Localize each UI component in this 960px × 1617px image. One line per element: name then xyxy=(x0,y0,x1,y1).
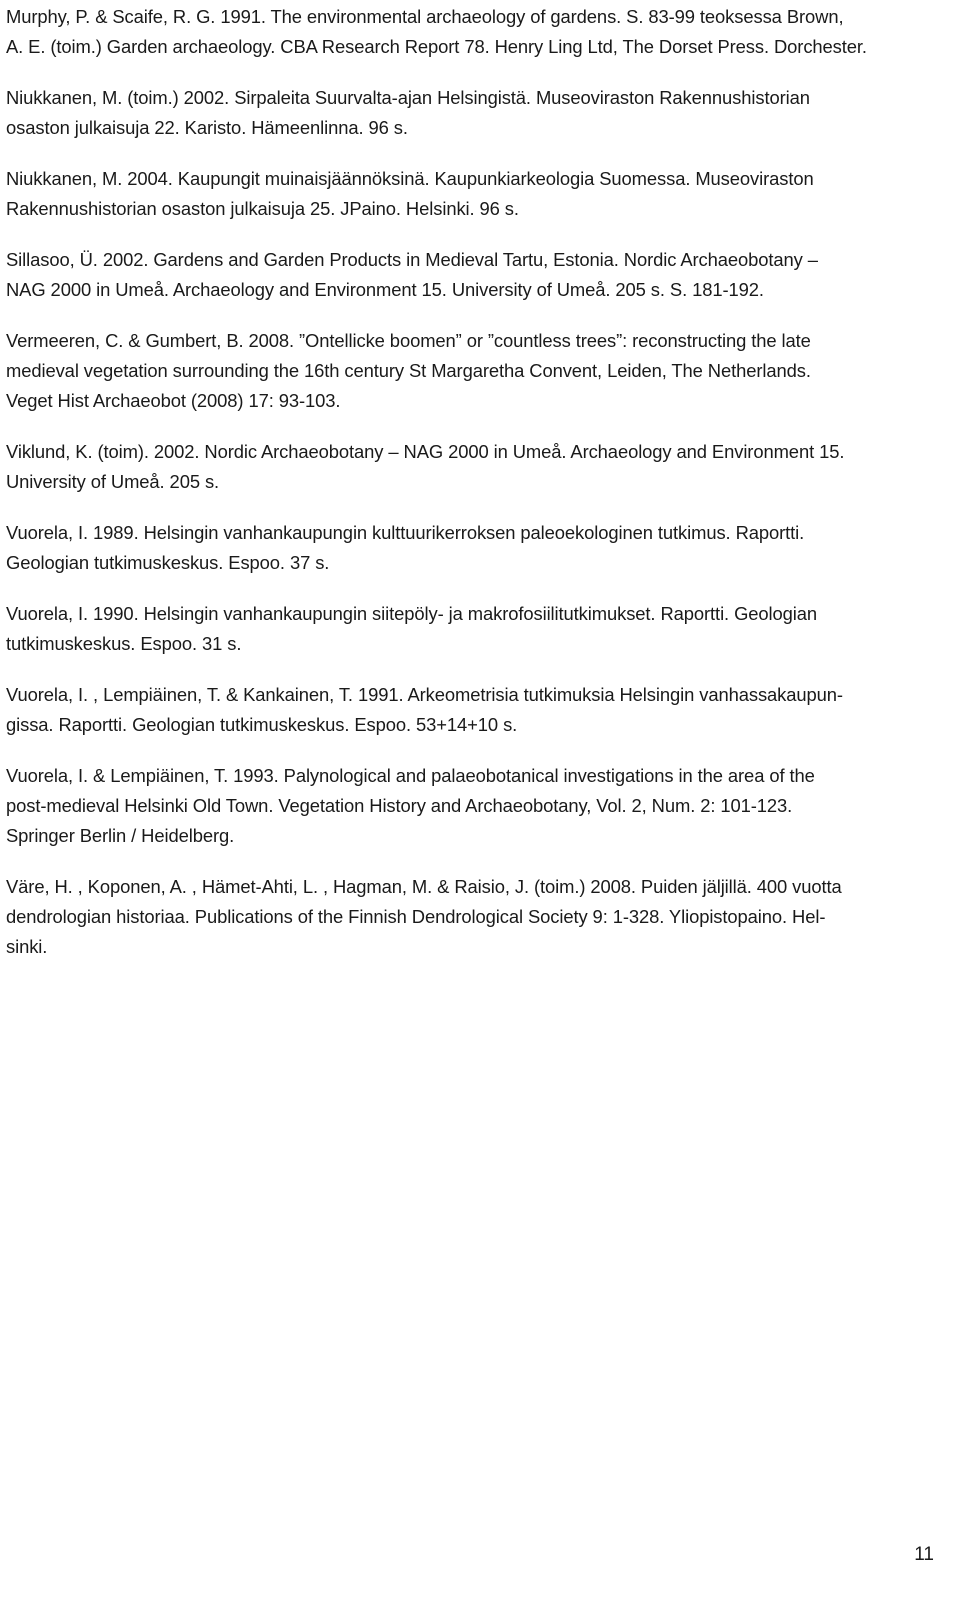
reference-text xyxy=(6,326,921,416)
reference-line: Vuorela, I. 1989. Helsingin vanhankaupungin kulttuurikerroksen paleoekologinen tutkimus. Raportti. xyxy=(6,522,805,543)
reference-list xyxy=(6,0,921,983)
reference-text xyxy=(6,680,921,740)
reference-entry xyxy=(6,437,921,497)
reference-line: Sillasoo, Ü. 2002. Gardens and Garden Products in Medieval Tartu, Estonia. Nordic Archaeobotany – xyxy=(6,249,818,270)
reference-entry xyxy=(6,326,921,416)
reference-line: Vuorela, I. & Lempiäinen, T. 1993. Palynological and palaeobotanical investigations in the area of the xyxy=(6,765,815,786)
reference-entry xyxy=(6,164,921,224)
reference-entry xyxy=(6,245,921,305)
reference-line: Rakennushistorian osaston julkaisuja 25. JPaino. Helsinki. 96 s. xyxy=(6,198,519,219)
reference-entry xyxy=(6,518,921,578)
reference-line: A. E. (toim.) Garden archaeology. CBA Research Report 78. Henry Ling Ltd, The Dorset Press. Dorchester. xyxy=(6,36,867,57)
reference-line: Viklund, K. (toim). 2002. Nordic Archaeobotany – NAG 2000 in Umeå. Archaeology and Environment 15. xyxy=(6,441,845,462)
reference-line: Murphy, P. & Scaife, R. G. 1991. The environmental archaeology of gardens. S. 83-99 teoksessa Brown, xyxy=(6,6,844,27)
reference-line: post-medieval Helsinki Old Town. Vegetation History and Archaeobotany, Vol. 2, Num. 2: 101-123. xyxy=(6,795,793,816)
reference-entry xyxy=(6,83,921,143)
reference-entry xyxy=(6,872,921,962)
reference-text xyxy=(6,83,921,143)
reference-line: University of Umeå. 205 s. xyxy=(6,471,220,492)
reference-text xyxy=(6,245,921,305)
reference-text xyxy=(6,518,921,578)
reference-line: NAG 2000 in Umeå. Archaeology and Environment 15. University of Umeå. 205 s. S. 181-192. xyxy=(6,279,764,300)
reference-line: Veget Hist Archaeobot (2008) 17: 93-103. xyxy=(6,390,341,411)
reference-line: Geologian tutkimuskeskus. Espoo. 37 s. xyxy=(6,552,330,573)
reference-line: tutkimuskeskus. Espoo. 31 s. xyxy=(6,633,242,654)
reference-line: medieval vegetation surrounding the 16th century St Margaretha Convent, Leiden, The Netherlands. xyxy=(6,360,811,381)
reference-line: Vuorela, I. , Lempiäinen, T. & Kankainen, T. 1991. Arkeometrisia tutkimuksia Helsingin vanhassakaupun- xyxy=(6,684,843,705)
reference-line: Vermeeren, C. & Gumbert, B. 2008. ”Ontellicke boomen” or ”countless trees”: reconstructing the late xyxy=(6,330,811,351)
reference-text xyxy=(6,164,921,224)
reference-text xyxy=(6,872,921,962)
reference-line: sinki. xyxy=(6,936,48,957)
reference-line: Väre, H. , Koponen, A. , Hämet-Ahti, L. , Hagman, M. & Raisio, J. (toim.) 2008. Puiden jäljillä. 400 vuotta xyxy=(6,876,842,897)
reference-text xyxy=(6,761,921,851)
reference-entry xyxy=(6,599,921,659)
page-number: 11 xyxy=(914,1544,934,1565)
reference-line: Niukkanen, M. (toim.) 2002. Sirpaleita Suurvalta-ajan Helsingistä. Museoviraston Rakennushistorian xyxy=(6,87,810,108)
reference-text xyxy=(6,2,921,62)
reference-line: gissa. Raportti. Geologian tutkimuskeskus. Espoo. 53+14+10 s. xyxy=(6,714,518,735)
reference-text xyxy=(6,437,921,497)
reference-line: dendrologian historiaa. Publications of the Finnish Dendrological Society 9: 1-328. Yliopistopaino. Hel- xyxy=(6,906,826,927)
reference-line: Springer Berlin / Heidelberg. xyxy=(6,825,235,846)
reference-line: Vuorela, I. 1990. Helsingin vanhankaupungin siitepöly- ja makrofosiilitutkimukset. Raportti. Geologian xyxy=(6,603,818,624)
reference-text xyxy=(6,599,921,659)
reference-entry xyxy=(6,761,921,851)
reference-entry xyxy=(6,2,921,62)
reference-line: Niukkanen, M. 2004. Kaupungit muinaisjäännöksinä. Kaupunkiarkeologia Suomessa. Museoviraston xyxy=(6,168,814,189)
reference-entry xyxy=(6,680,921,740)
reference-line: osaston julkaisuja 22. Karisto. Hämeenlinna. 96 s. xyxy=(6,117,408,138)
